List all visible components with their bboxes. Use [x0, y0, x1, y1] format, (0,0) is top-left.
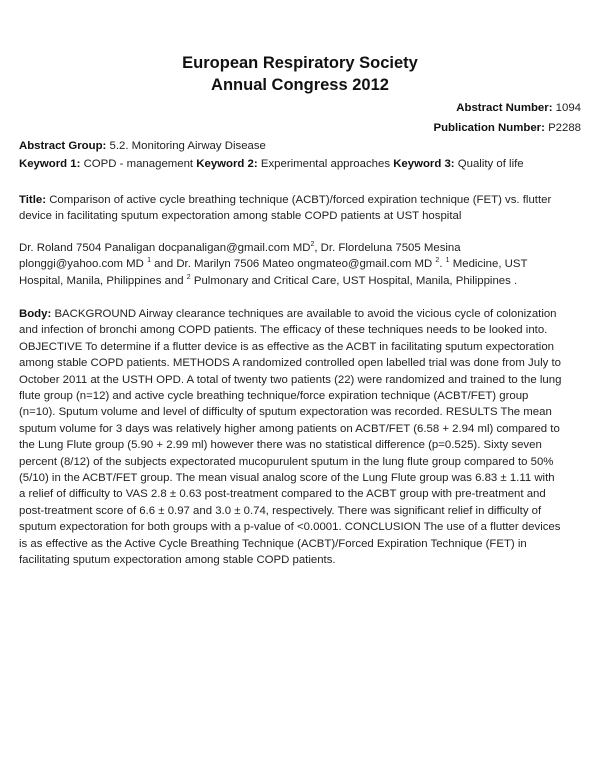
body-section: [19, 306, 581, 569]
publication-number-label: Publication Number:: [433, 122, 545, 134]
abstract-number-label: Abstract Number:: [456, 102, 553, 114]
authors-line-1: [19, 240, 581, 256]
keyword3-value: Quality of life: [457, 158, 524, 170]
body-label: Body:: [19, 308, 52, 320]
body-line: Body: BACKGROUND Airway clearance techniques are available to avoid the vicious cycle of colonization: [19, 308, 557, 320]
abstract-number: [456, 101, 581, 115]
author-3: and Dr. Marilyn 7506 Mateo ongmateo@gmail.com MD: [150, 258, 433, 271]
author-2-email: plonggi@yahoo.com MD: [19, 258, 144, 271]
title-section: [19, 192, 581, 225]
body-line: flute group (n=12) and active cycle breathing technique/force expiration technique (ACBT/FET) group: [19, 390, 529, 403]
keyword2-label: Keyword 2:: [196, 158, 258, 170]
abstract-group: [19, 139, 581, 153]
body-line: (5/10) in the ACBT/FET group. The mean visual analog score of the Lung Flute group was 6.83 ± 1.11 with: [19, 472, 555, 485]
affiliation-sup: 2: [186, 273, 191, 281]
body-line: among stable COPD patients. METHODS A randomized controlled open labelled trial was done from July to: [19, 357, 561, 370]
keyword1-value: COPD - management: [83, 158, 194, 170]
authors-line-2: [19, 256, 581, 272]
abstract-group-value: 5.2. Monitoring Airway Disease: [109, 140, 266, 152]
affiliation-sup: 2: [310, 241, 315, 248]
body-line: the Lung Flute group (5.90 + 2.99 ml) however there was no statistical difference (p=0.525). Sixty seven: [19, 439, 542, 452]
body-line: sputum volume for 3 days was relatively higher among patients on ACBT/FET (6.58 + 2.94 ml) compared to: [19, 422, 560, 435]
title-line-1: [19, 192, 581, 208]
body-line: October 2011 at the USTH OPD. A total of twenty two patients (22) were randomized and trained to the lung: [19, 373, 562, 386]
body-line: facilitating sputum expectoration among stable COPD patients.: [19, 554, 336, 567]
body-line: sputum expectoration for both groups with a p-value of <0.0001. CONCLUSION The use of a flutter devices: [19, 521, 561, 534]
abstract-group-label: Abstract Group:: [19, 140, 107, 152]
keyword1-label: Keyword 1:: [19, 158, 81, 170]
body-line: OBJECTIVE To determine if a flutter device is as effective as the ACBT in facilitating sputum expectoration: [19, 340, 554, 353]
affiliation-2: Pulmonary and Critical Care, UST Hospital, Manila, Philippines .: [190, 274, 518, 287]
author-1: Dr. Roland 7504 Panaligan docpanaligan@gmail.com MD: [19, 242, 311, 254]
body-line: post-treatment score of 6.6 ± 0.97 and 3.0 ± 0.74, respectively. There was significant relief in difficulty of: [19, 504, 542, 517]
body-line: a relief of difficulty to VAS 2.8 ± 0.63 post-treatment compared to the ACBT group with pre-treatment and: [19, 488, 546, 501]
title-text-2: device in facilitating sputum expectoration among stable COPD patients at UST hospital: [19, 210, 462, 223]
keyword3-label: Keyword 3:: [393, 158, 455, 170]
congress-header: [0, 52, 600, 96]
congress-name: European Respiratory Society: [182, 54, 418, 72]
body-line: percent (8/12) of the subjects expectorated mucopurulent sputum in the lung flute group compared to 50%: [19, 455, 554, 468]
authors-section: [19, 240, 581, 289]
affiliation-1: Medicine, UST: [449, 258, 528, 271]
publication-number-value: P2288: [548, 122, 581, 134]
affiliation-sup: 1: [445, 257, 450, 265]
title-label: Title:: [19, 194, 47, 206]
body-line: (n=10). Sputum volume and level of difficulty of sputum expectoration was recorded. RESULTS The mean: [19, 406, 552, 419]
title-text-1: Comparison of active cycle breathing technique (ACBT)/forced expiration technique (FET) vs. flutter: [49, 194, 552, 206]
keyword2-value: Experimental approaches: [260, 158, 391, 170]
affiliation-1-cont: Hospital, Manila, Philippines and: [19, 274, 187, 287]
separator-text: .: [439, 258, 446, 271]
publication-number: [434, 121, 582, 135]
affiliation-sup: 2: [435, 257, 440, 265]
keywords-line: [19, 157, 581, 171]
abstract-number-value: 1094: [555, 102, 581, 114]
body-line: and infection of bronchi among COPD patients. The efficacy of these techniques needs to be looked into.: [19, 324, 548, 337]
congress-year: Annual Congress 2012: [211, 76, 389, 94]
affiliation-sup: 1: [147, 257, 151, 265]
author-2: , Dr. Flordeluna 7505 Mesina: [314, 242, 461, 254]
authors-line-3: [19, 273, 581, 289]
body-line: is as effective as the Active Cycle Breathing Technique (ACBT)/Forced Expiration Technique (FET) in: [19, 537, 527, 550]
